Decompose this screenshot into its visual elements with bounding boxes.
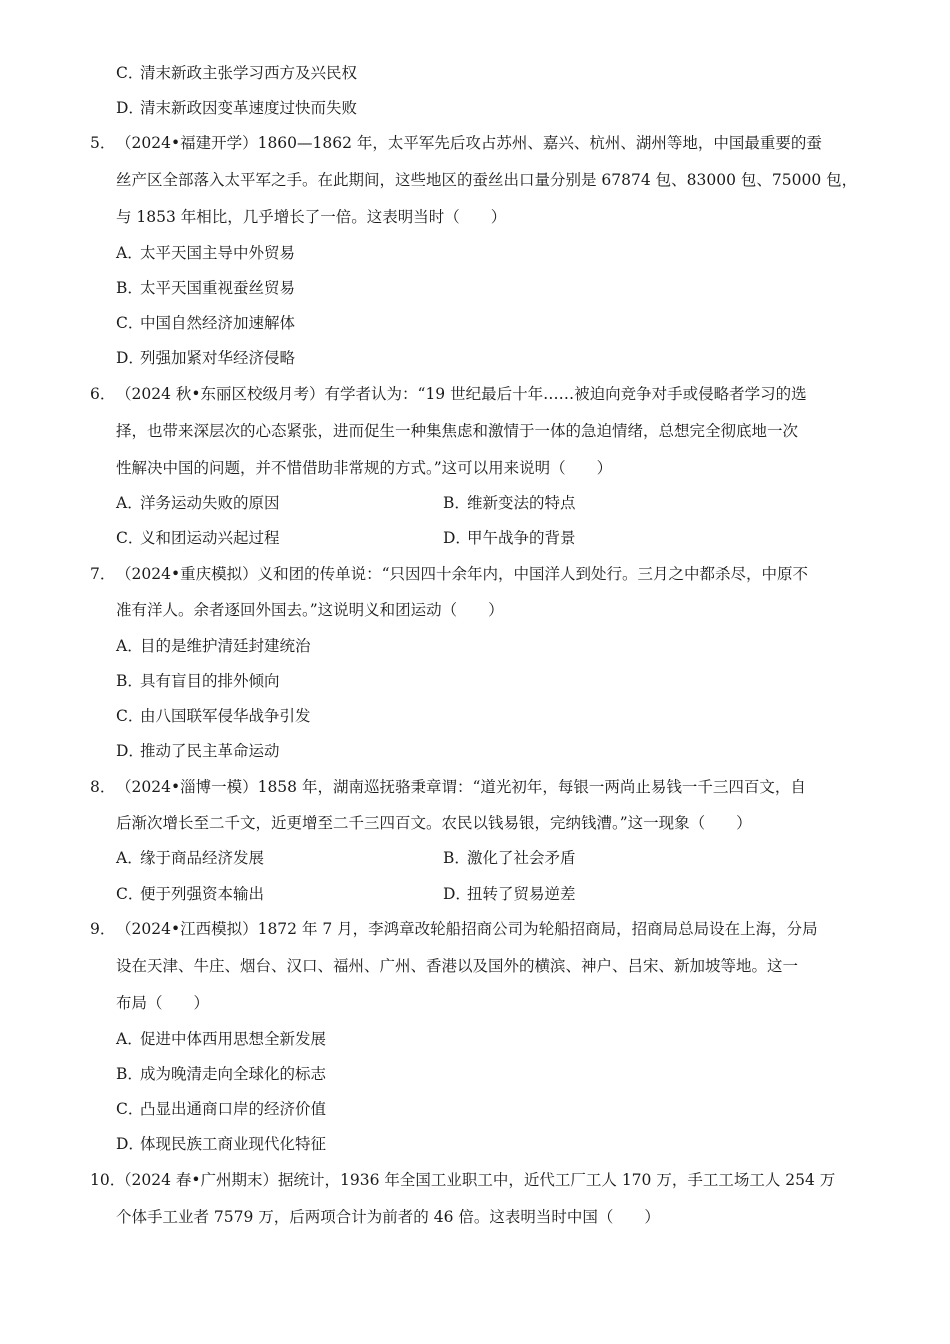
question-text: 设在天津、牛庄、烟台、汉口、福州、广州、香港以及国外的横滨、神户、吕宋、新加坡等地。这一 — [116, 957, 799, 975]
option-b: B．太平天国重视蚕丝贸易 — [116, 279, 296, 297]
question-text: 性解决中国的问题，并不惜借助非常规的方式。”这可以用来说明（ ） — [116, 459, 613, 477]
option-b: B．维新变法的特点 — [443, 494, 576, 512]
option-b: B．激化了社会矛盾 — [443, 849, 576, 867]
option-d: D．列强加紧对华经济侵略 — [116, 349, 296, 367]
question-text: 个体手工业者 7579 万，后两项合计为前者的 46 倍。这表明当时中国（ ） — [116, 1208, 660, 1226]
question-number: 6． — [90, 385, 116, 403]
question-text: （2024•江西模拟）1872 年 7 月，李鸿章改轮船招商公司为轮船招商局，招商局总局设在上海，分局 — [116, 920, 818, 938]
option-c: C．便于列强资本输出 — [116, 885, 265, 903]
option-d: D．甲午战争的背景 — [443, 529, 576, 547]
option-c: C．凸显出通商口岸的经济价值 — [116, 1100, 327, 1118]
question-text: （2024•淄博一模）1858 年，湖南巡抚骆秉章谓：“道光初年，每银一两尚止易钱一千三四百文，自 — [116, 778, 806, 796]
question-text: 准有洋人。余者逐回外国去。”这说明义和团运动（ ） — [116, 601, 504, 619]
option-c: C．由八国联军侵华战争引发 — [116, 707, 311, 725]
question-text: 布局（ ） — [116, 994, 210, 1012]
question-number: 8． — [90, 778, 116, 796]
question-number: 5． — [90, 134, 116, 152]
option-d: D．扭转了贸易逆差 — [443, 885, 576, 903]
question-text: （2024 春•广州期末）据统计，1936 年全国工业职工中，近代工厂工人 170 万，手工工场工人 254 万 — [116, 1171, 836, 1189]
option-a: A．太平天国主导中外贸易 — [116, 244, 296, 262]
question-text: 择，也带来深层次的心态紧张，进而促生一种集焦虑和激情于一体的急迫情绪，总想完全彻底地一次 — [116, 422, 799, 440]
option-d-prev: D．清末新政因变革速度过快而失败 — [116, 99, 358, 117]
option-d: D．推动了民主革命运动 — [116, 742, 280, 760]
question-number: 9． — [90, 920, 116, 938]
option-a: A．洋务运动失败的原因 — [116, 494, 280, 512]
question-text: 丝产区全部落入太平军之手。在此期间，这些地区的蚕丝出口量分别是 67874 包、83000 包、75000 包， — [116, 171, 858, 189]
option-a: A．缘于商品经济发展 — [116, 849, 265, 867]
option-b: B．具有盲目的排外倾向 — [116, 672, 280, 690]
question-number: 7． — [90, 565, 116, 583]
question-text: 后渐次增长至二千文，近更增至二千三四百文。农民以钱易银，完纳钱漕。”这一现象（ ） — [116, 814, 752, 832]
option-c: C．中国自然经济加速解体 — [116, 314, 296, 332]
option-a: A．促进中体西用思想全新发展 — [116, 1030, 327, 1048]
option-a: A．目的是维护清廷封建统治 — [116, 637, 311, 655]
option-d: D．体现民族工商业现代化特征 — [116, 1135, 327, 1153]
option-c: C．义和团运动兴起过程 — [116, 529, 280, 547]
option-c-prev: C．清末新政主张学习西方及兴民权 — [116, 64, 358, 82]
option-b: B．成为晚清走向全球化的标志 — [116, 1065, 327, 1083]
question-text: （2024•福建开学）1860—1862 年，太平军先后攻占苏州、嘉兴、杭州、湖州等地，中国最重要的蚕 — [116, 134, 822, 152]
question-number: 10． — [90, 1171, 126, 1189]
question-text: 与 1853 年相比，几乎增长了一倍。这表明当时（ ） — [116, 208, 507, 226]
question-text: （2024 秋•东丽区校级月考）有学者认为：“19 世纪最后十年……被迫向竞争对手或侵略者学习的选 — [116, 385, 807, 403]
question-text: （2024•重庆模拟）义和团的传单说：“只因四十余年内，中国洋人到处行。三月之中都杀尽，中原不 — [116, 565, 809, 583]
